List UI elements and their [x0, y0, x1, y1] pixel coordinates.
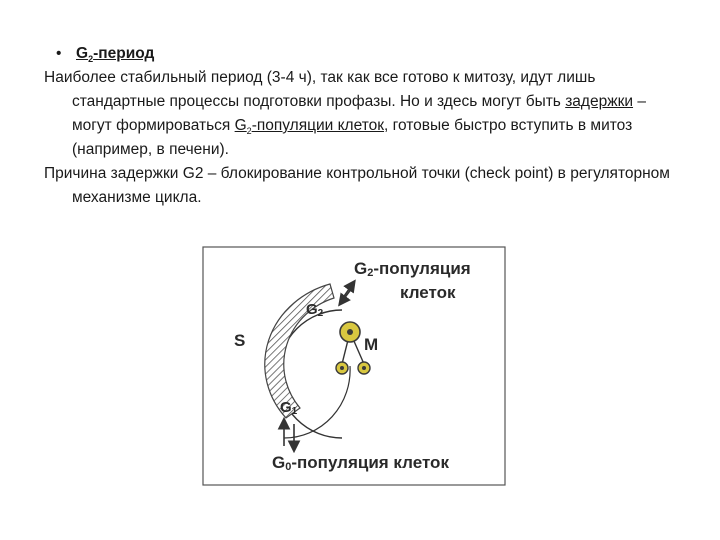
s-label: S [234, 331, 246, 350]
m-label: M [364, 335, 379, 354]
paragraph-1: Наиболее стабильный период (3-4 ч), так как все готово к митозу, идут лишь стандартные процессы подготовки профазы. Но и здесь могут быть задержки – могут формироваться $G_2$-популяции клеток, готовые быстро вступить в митоз (например, в печени). [44, 69, 646, 158]
g1-label: G1 [280, 399, 298, 417]
cell-cycle-diagram [202, 246, 506, 486]
slide-text [44, 42, 684, 210]
g2-populations-term: $G_2$-популяции клеток [234, 117, 385, 137]
g2-label: G2 [306, 301, 324, 319]
paragraph-2: Причина задержки G2 – блокирование контрольной точки (check point) в регуляторном механизме цикла. [44, 165, 670, 206]
g2-population-label: G2-популяция [354, 259, 471, 279]
link-delays: задержки [565, 93, 634, 110]
heading: • $G_2$-период [44, 42, 684, 66]
bullet: • [56, 45, 62, 62]
g0-population-label: G0-популяция клеток [272, 453, 449, 473]
g2-population-label-line2: клеток [400, 283, 456, 302]
